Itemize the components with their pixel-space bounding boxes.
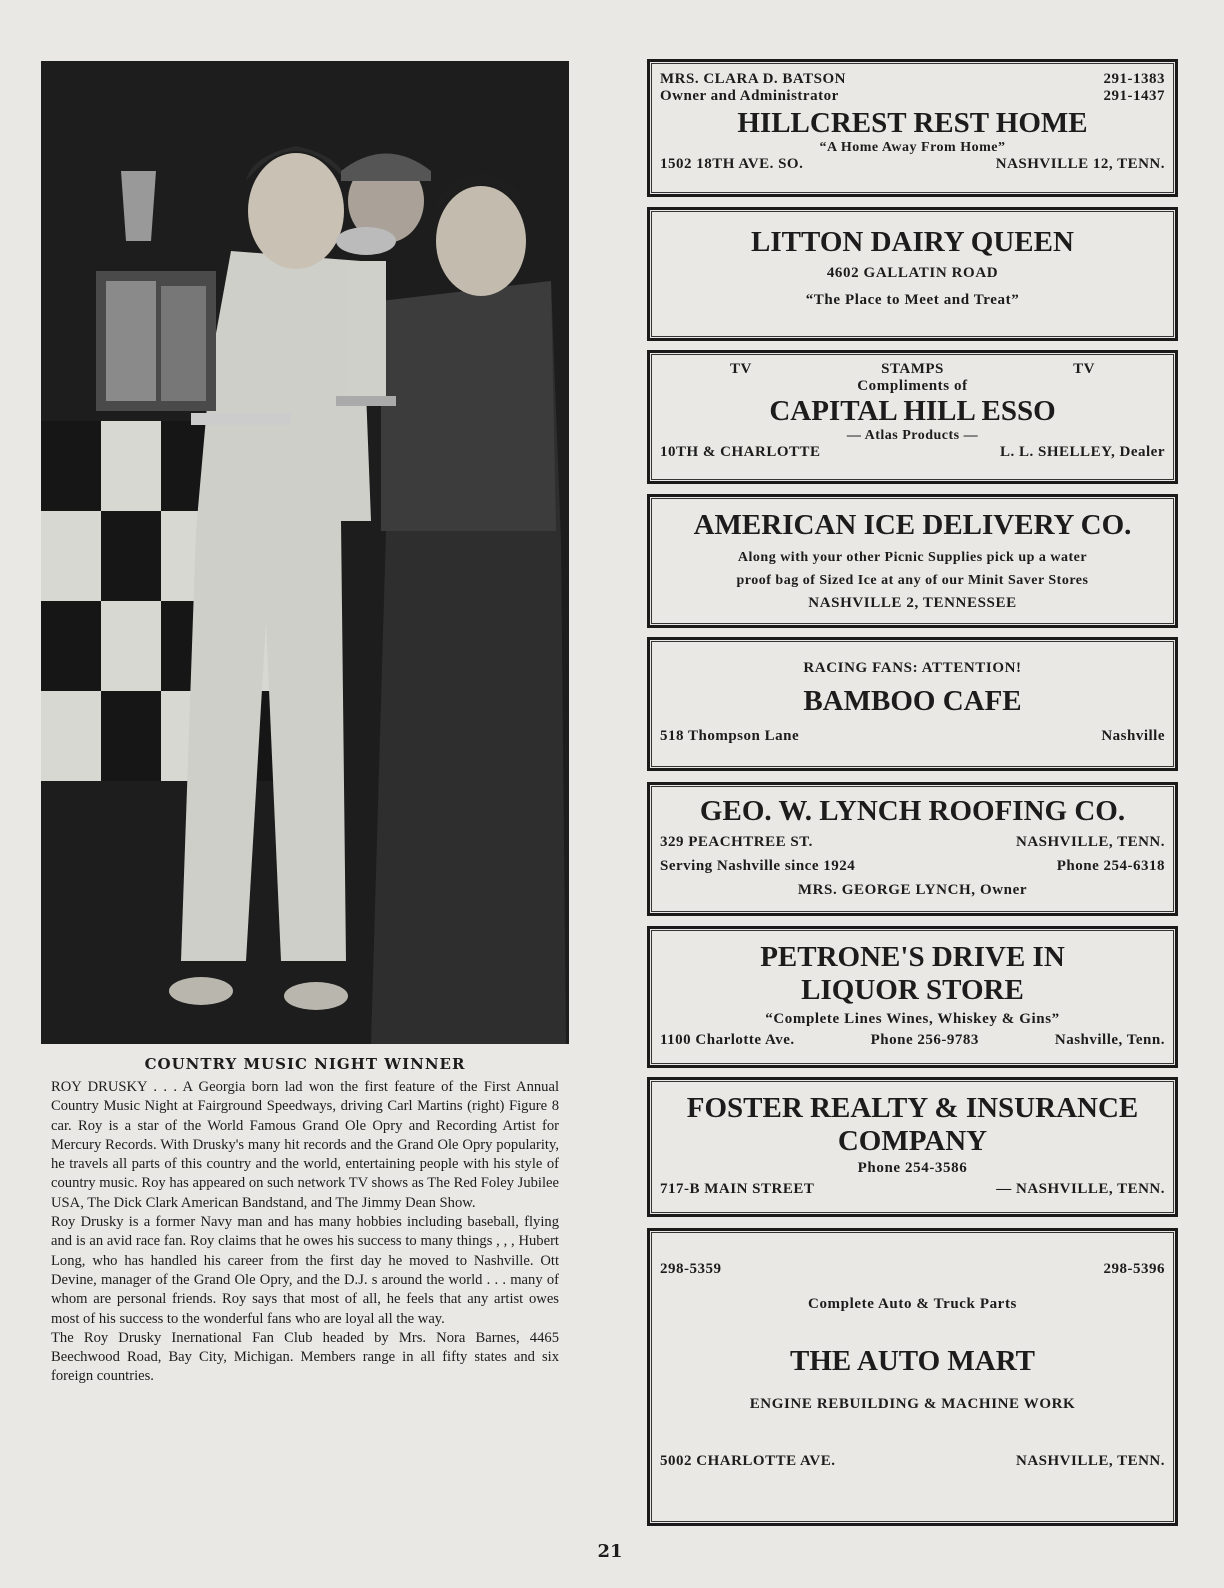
hillcrest-address: 1502 18TH AVE. SO. <box>660 156 804 172</box>
ice-line1: Along with your other Picnic Supplies pick up a water <box>737 550 1088 565</box>
automart-name: THE AUTO MART <box>790 1345 1035 1377</box>
foster-realty-ad <box>647 1077 1178 1217</box>
esso-products: — Atlas Products — <box>846 428 979 443</box>
photo-illustration <box>41 61 569 1044</box>
caption-body <box>51 1078 559 1387</box>
caption-paragraph: Roy Drusky is a former Navy man and has many hobbies including baseball, flying and is an avid race fan. Roy claims that he owes his success to many things , , , Hubert Long, who has handled his career from the first day he moved to Nashville. Ott Devine, manager of the Grand Ole Opry, and the D.J. s around the world . . . many of whom are personal friends. Roy says that most of all, he feels that any artist owes most of his success to the wonderful fans who are loyal all the way. <box>51 1214 559 1327</box>
dairy-queen-address: 4602 GALLATIN ROAD <box>826 265 999 281</box>
lynch-address: 329 PEACHTREE ST. <box>660 834 813 850</box>
hillcrest-name: HILLCREST REST HOME <box>737 107 1088 139</box>
petrone-liquor-ad <box>647 926 1178 1068</box>
lynch-owner: MRS. GEORGE LYNCH, Owner <box>797 882 1028 898</box>
petrone-name-line2: LIQUOR STORE <box>801 974 1024 1006</box>
dairy-queen-slogan: “The Place to Meet and Treat” <box>805 292 1020 308</box>
ice-city: NASHVILLE 2, TENNESSEE <box>808 595 1017 611</box>
esso-tv-left: TV <box>730 361 752 377</box>
dairy-queen-name: LITTON DAIRY QUEEN <box>751 226 1074 258</box>
esso-name: CAPITAL HILL ESSO <box>769 395 1056 427</box>
automart-city: NASHVILLE, TENN. <box>1015 1453 1165 1469</box>
automart-phone2: 298-5396 <box>1103 1261 1165 1277</box>
ice-line2: proof bag of Sized Ice at any of our Minit Saver Stores <box>736 573 1089 588</box>
hillcrest-phone1: 291-1383 <box>1103 71 1165 87</box>
lynch-city: NASHVILLE, TENN. <box>1015 834 1165 850</box>
hillcrest-phone2: 291-1437 <box>1103 88 1165 104</box>
hillcrest-owner: MRS. CLARA D. BATSON <box>660 71 846 87</box>
caption-title: COUNTRY MUSIC NIGHT WINNER <box>144 1055 466 1073</box>
hillcrest-city: NASHVILLE 12, TENN. <box>995 156 1165 172</box>
lynch-name: GEO. W. LYNCH ROOFING CO. <box>699 795 1126 827</box>
automart-phone1: 298-5359 <box>660 1261 722 1277</box>
ice-name: AMERICAN ICE DELIVERY CO. <box>693 509 1132 541</box>
bamboo-address: 518 Thompson Lane <box>660 728 800 744</box>
caption-paragraph: The Roy Drusky Inernational Fan Club headed by Mrs. Nora Barnes, 4465 Beechwood Road, Bay City, Michigan. Members range in all fifty states and six foreign countries. <box>51 1329 559 1385</box>
automart-services: ENGINE REBUILDING & MACHINE WORK <box>749 1396 1076 1412</box>
bamboo-heading: RACING FANS: ATTENTION! <box>803 660 1022 676</box>
lynch-roofing-ad <box>647 782 1178 916</box>
auto-mart-ad <box>647 1228 1178 1526</box>
lynch-phone: Phone 254-6318 <box>1056 858 1165 874</box>
bamboo-city: Nashville <box>1101 728 1165 744</box>
bamboo-cafe-ad <box>647 637 1178 771</box>
foster-name-line2: COMPANY <box>837 1125 988 1157</box>
petrone-name-line1: PETRONE'S DRIVE IN <box>760 941 1065 973</box>
esso-dealer: L. L. SHELLEY, Dealer <box>1000 444 1165 460</box>
page-number: 21 <box>597 1541 623 1562</box>
esso-address: 10TH & CHARLOTTE <box>660 444 821 460</box>
hillcrest-slogan: “A Home Away From Home” <box>819 140 1006 155</box>
esso-compliments: Compliments of <box>857 378 968 394</box>
petrone-address: 1100 Charlotte Ave. <box>660 1032 795 1048</box>
ice-delivery-ad <box>647 494 1178 628</box>
foster-address: 717-B MAIN STREET <box>660 1181 815 1197</box>
foster-phone: Phone 254-3586 <box>857 1160 968 1176</box>
lynch-since: Serving Nashville since 1924 <box>660 858 856 874</box>
esso-tv-right: TV <box>1073 361 1095 377</box>
bamboo-name: BAMBOO CAFE <box>803 685 1022 717</box>
esso-ad <box>647 350 1178 484</box>
esso-stamps: STAMPS <box>881 361 944 377</box>
foster-name-line1: FOSTER REALTY & INSURANCE <box>686 1092 1139 1124</box>
automart-address: 5002 CHARLOTTE AVE. <box>660 1453 836 1469</box>
petrone-phone: Phone 256-9783 <box>870 1032 979 1048</box>
caption-paragraph: ROY DRUSKY . . . A Georgia born lad won the first feature of the First Annual Country Music Night at Fairground Speedways, driving Carl Martins (right) Figure 8 car. Roy is a star of the World Famous Grand Ole Opry and Recording Artist for Mercury Records. With Drusky's many hit records and the Grand Ole Opry popularity, he travels all parts of this country and the world, entertaining people with his style of country music. Roy has appeared on such network TV shows as The Red Foley Jubilee USA, The Dick Clark American Bandstand, and The Jimmy Dean Show. <box>51 1079 559 1211</box>
hillcrest-ad <box>647 59 1178 197</box>
race-winners-photo <box>41 61 569 1044</box>
automart-tagline: Complete Auto & Truck Parts <box>808 1296 1017 1312</box>
petrone-city: Nashville, Tenn. <box>1054 1032 1165 1048</box>
foster-city: — NASHVILLE, TENN. <box>996 1181 1165 1197</box>
petrone-slogan: “Complete Lines Wines, Whiskey & Gins” <box>765 1011 1060 1027</box>
dairy-queen-ad <box>647 207 1178 341</box>
hillcrest-role: Owner and Administrator <box>660 88 839 104</box>
